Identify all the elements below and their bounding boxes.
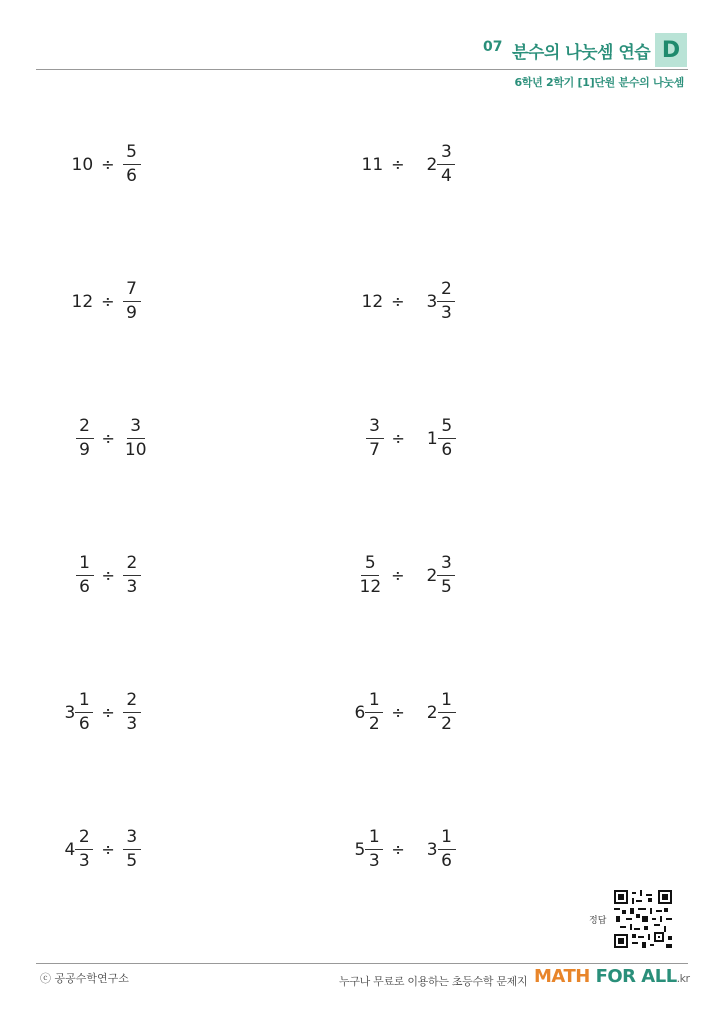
fraction [358,555,384,596]
divide-operator: ÷ [101,566,115,585]
denominator: 3 [126,577,138,597]
divisor [413,281,456,322]
divide-operator: ÷ [391,429,405,448]
worksheet-title: 분수의 나눗셈 연습 [512,43,651,63]
whole-part: 4 [64,839,76,860]
numerator: 2 [123,692,141,713]
level-badge: D [655,33,687,67]
denominator: 5 [440,577,452,597]
dividend [76,418,94,459]
brand-logo[interactable] [534,966,690,987]
division-problem [355,829,456,870]
header-divider [36,69,688,70]
brand-math: MATH [534,966,596,987]
dividend [358,555,384,596]
whole-part: 2 [426,702,438,723]
divisor [413,555,456,596]
numerator: 3 [437,144,455,165]
whole-part: 2 [426,154,438,175]
denominator: 6 [441,851,452,871]
denominator: 2 [441,714,452,734]
divide-operator: ÷ [101,429,115,448]
dividend [366,418,384,459]
numerator: 1 [75,692,93,713]
division-problem [65,829,141,870]
numerator: 5 [361,555,379,576]
denominator: 6 [78,714,90,734]
numerator: 3 [437,555,455,576]
numerator: 1 [365,829,383,850]
dividend [65,692,94,733]
whole-part: 1 [426,428,438,449]
divisor [123,692,141,733]
divisor [123,144,141,185]
whole-part: 12 [361,291,384,312]
division-problem [362,144,456,185]
fraction [123,281,141,322]
fraction [438,418,456,459]
fraction [438,829,456,870]
dividend [362,155,384,175]
worksheet-subtitle: 6학년 2학기 [1]단원 분수의 나눗셈 [514,76,684,89]
qr-answer-label: 정답 [589,916,607,926]
numerator: 2 [75,829,93,850]
denominator: 9 [126,303,137,323]
dividend [362,292,384,312]
divide-operator: ÷ [101,840,115,859]
numerator: 3 [366,418,384,439]
denominator: 3 [78,851,90,871]
division-problem [76,555,141,596]
fraction [76,418,94,459]
division-problem [76,418,149,459]
fraction [123,829,141,870]
divisor [413,144,456,185]
denominator: 3 [440,303,452,323]
brand-forall: FOR ALL [595,966,677,987]
denominator: 3 [368,851,380,871]
divide-operator: ÷ [391,703,405,722]
numerator: 1 [438,692,456,713]
whole-part: 3 [426,839,438,860]
whole-part: 11 [361,154,384,175]
dividend [72,155,94,175]
whole-part: 10 [71,154,94,175]
numerator: 7 [123,281,141,302]
divide-operator: ÷ [391,840,405,859]
fraction [438,692,456,733]
denominator: 12 [359,577,382,597]
fraction [75,829,93,870]
numerator: 1 [76,555,94,576]
numerator: 2 [437,281,455,302]
dividend [355,692,384,733]
division-problem [72,144,141,185]
denominator: 3 [126,714,138,734]
numerator: 3 [127,418,145,439]
fraction [365,829,383,870]
division-problem [366,418,456,459]
denominator: 7 [369,440,380,460]
denominator: 6 [79,577,90,597]
dividend [355,829,384,870]
denominator: 9 [79,440,90,460]
copyright-text: ⓒ 공공수학연구소 [40,972,129,985]
fraction [76,555,94,596]
numerator: 5 [123,144,141,165]
denominator: 2 [368,714,380,734]
fraction [365,692,383,733]
divisor [413,829,456,870]
divisor [123,418,149,459]
fraction [437,144,455,185]
fraction [437,555,455,596]
footer-tagline: 누구나 무료로 이용하는 초등수학 문제지 [339,975,528,988]
denominator: 10 [124,440,147,460]
divisor [123,555,141,596]
dividend [76,555,94,596]
divide-operator: ÷ [391,566,405,585]
numerator: 3 [123,829,141,850]
denominator: 6 [126,166,137,186]
divisor [413,418,456,459]
division-problem [65,692,141,733]
whole-part: 2 [426,565,438,586]
fraction [123,555,141,596]
division-problem [362,281,456,322]
whole-part: 6 [354,702,366,723]
answer-qr-code-icon[interactable] [614,890,672,948]
divide-operator: ÷ [101,703,115,722]
division-problem [72,281,141,322]
brand-kr: .kr [676,972,690,985]
denominator: 6 [441,440,453,460]
divide-operator: ÷ [391,155,405,174]
dividend [65,829,94,870]
numerator: 1 [438,829,456,850]
numerator: 2 [76,418,94,439]
whole-part: 5 [354,839,366,860]
whole-part: 3 [426,291,438,312]
dividend [72,292,94,312]
divisor [123,829,141,870]
whole-part: 3 [64,702,76,723]
denominator: 4 [440,166,452,186]
numerator: 2 [123,555,141,576]
header-number: 07 [483,39,503,55]
division-problem [355,692,456,733]
fraction [366,418,384,459]
divisor [413,692,456,733]
divide-operator: ÷ [391,292,405,311]
divide-operator: ÷ [101,292,115,311]
numerator: 1 [365,692,383,713]
footer-divider [36,963,688,964]
fraction [437,281,455,322]
divide-operator: ÷ [101,155,115,174]
denominator: 5 [126,851,138,871]
fraction [123,692,141,733]
fraction [75,692,93,733]
divisor [123,281,141,322]
fraction [123,418,149,459]
whole-part: 12 [71,291,94,312]
numerator: 5 [438,418,456,439]
division-problem [358,555,456,596]
fraction [123,144,141,185]
